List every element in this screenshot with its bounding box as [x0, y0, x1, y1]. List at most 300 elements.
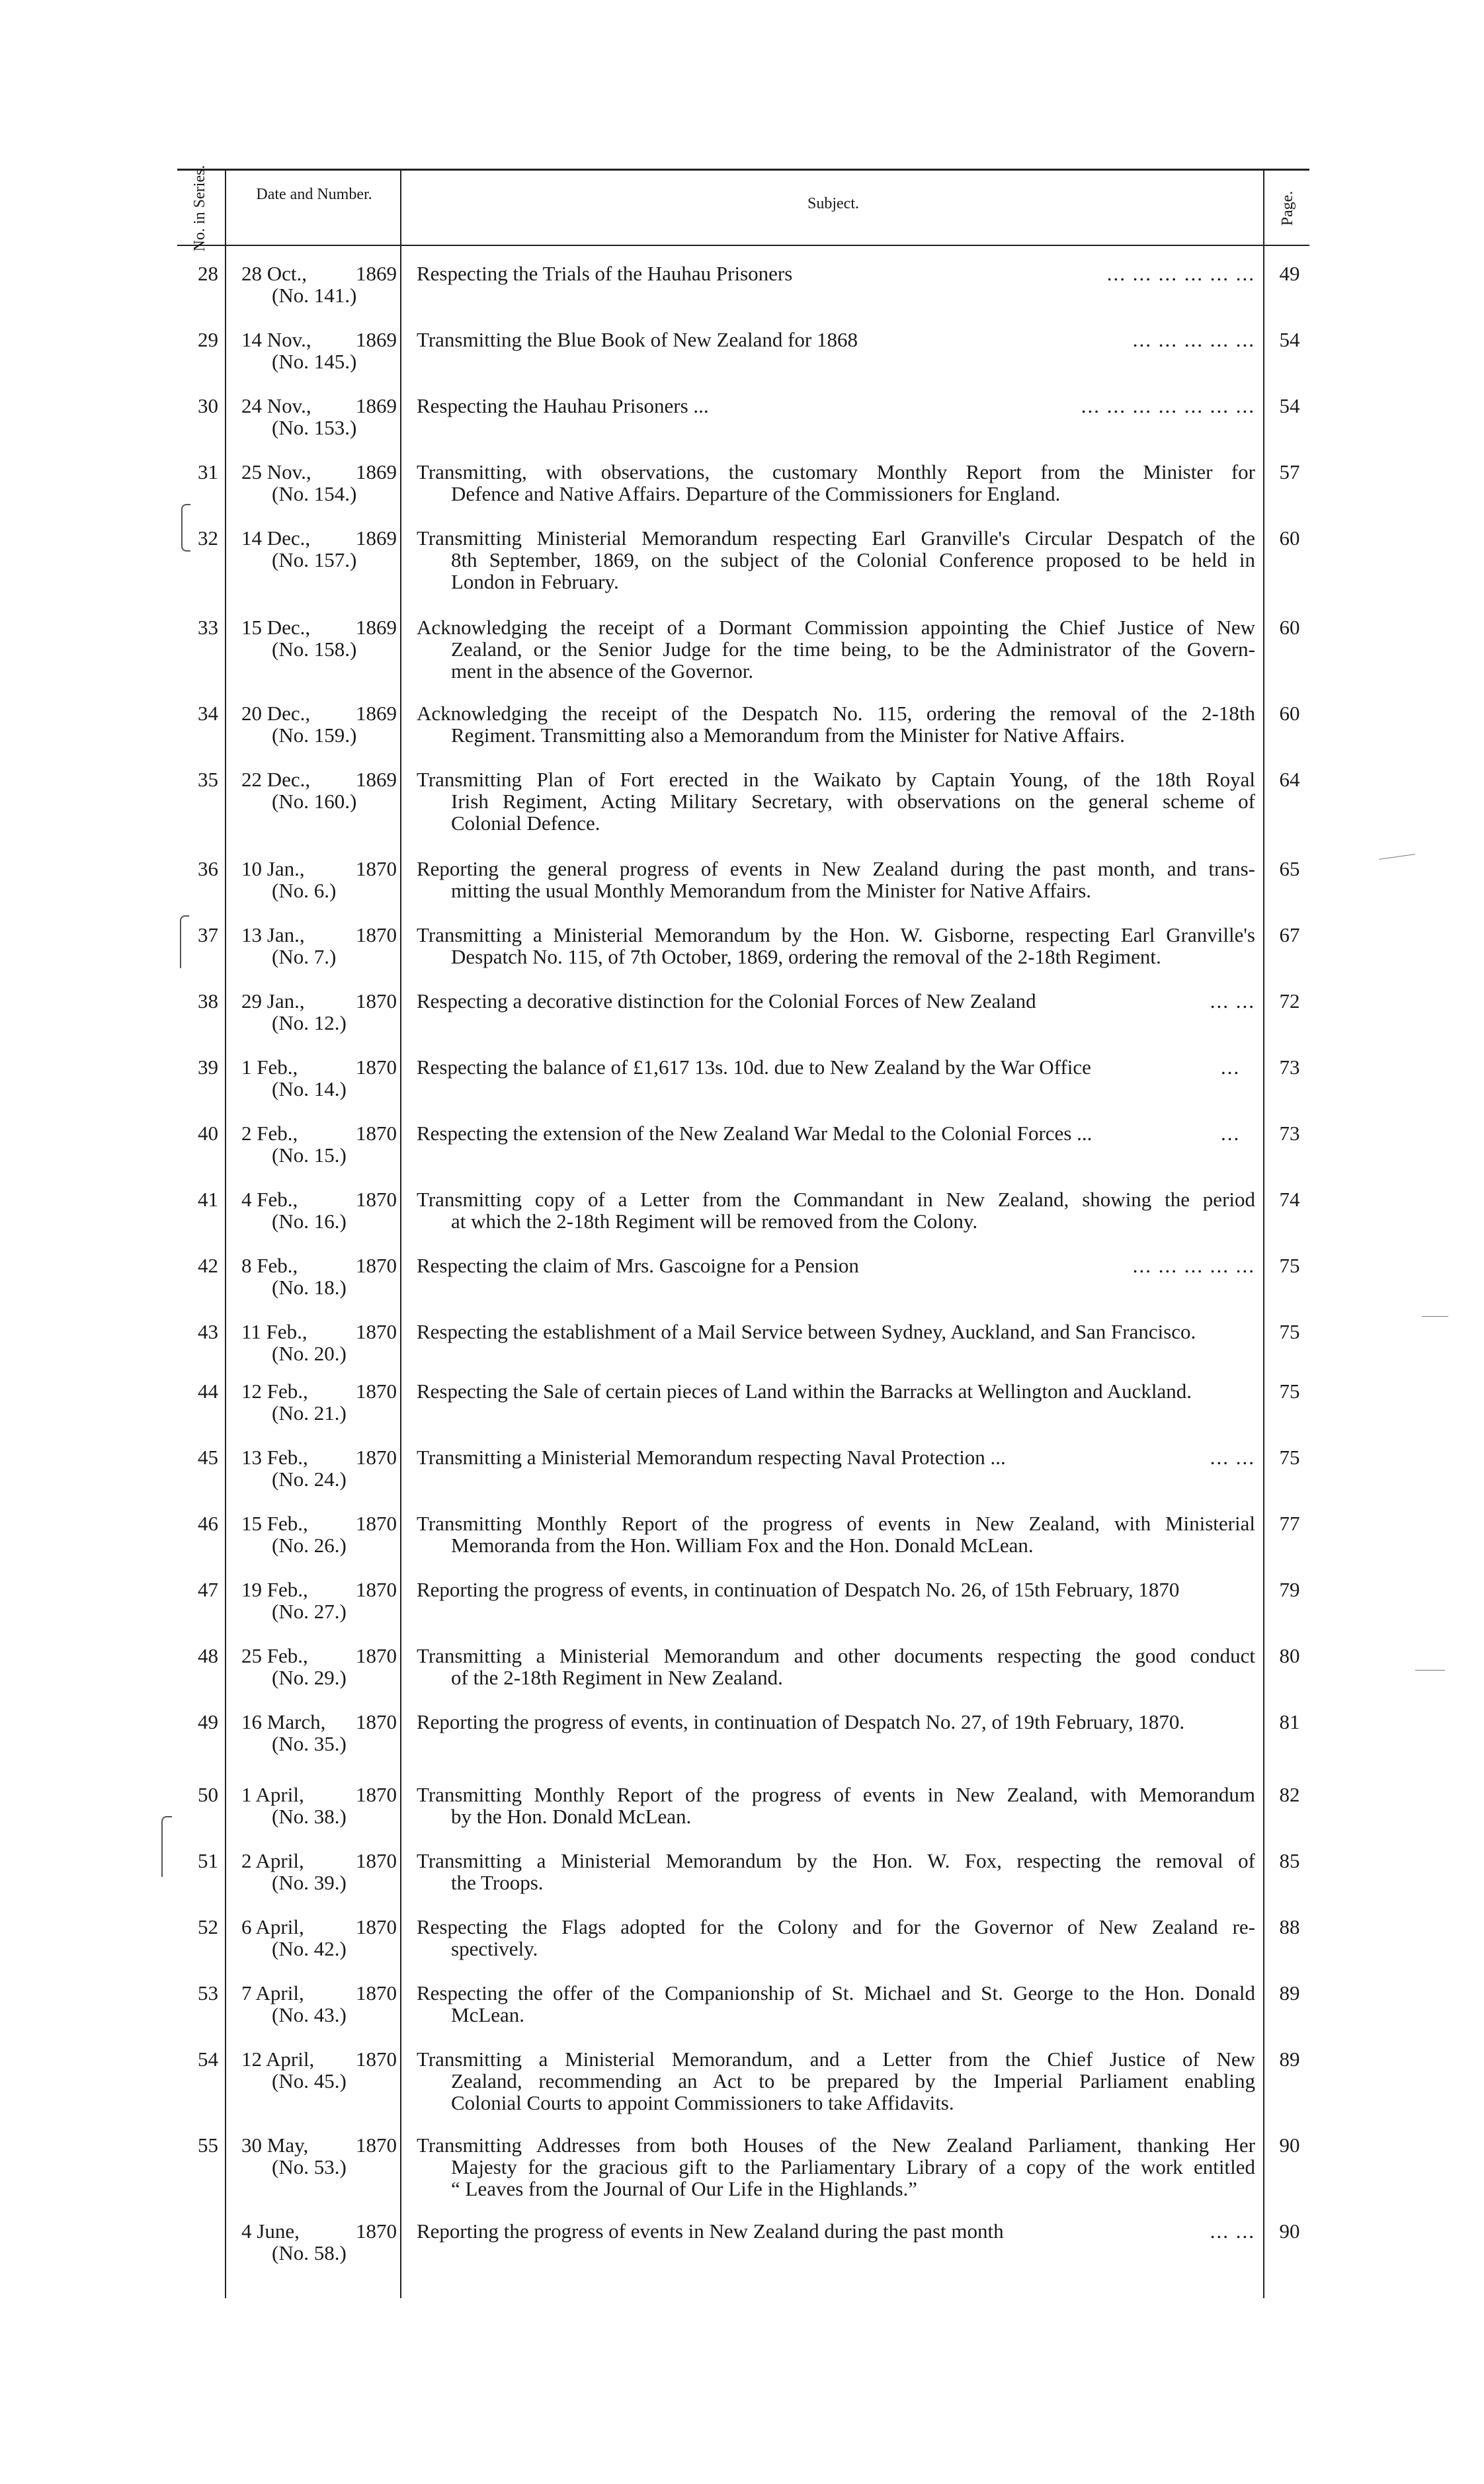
subject-text: Transmitting Monthly Report of the progress of events in New Zealand, with Ministerial — [417, 1512, 1255, 1535]
leader-dots: ... ... ... ... ... — [1132, 328, 1255, 351]
subject-cell — [417, 1579, 1255, 1600]
despatch-year: 1869 — [356, 526, 397, 550]
date-cell — [241, 1982, 397, 2026]
despatch-number: (No. 16.) — [272, 1210, 347, 1233]
subject-text: Reporting the progress of events, in continuation of Despatch No. 27, of 19th February, 1870. — [417, 1710, 1185, 1733]
subject-cell — [417, 329, 1255, 351]
subject-line — [417, 1916, 1255, 1938]
series-number: 35 — [198, 768, 218, 791]
page-number: 75 — [1279, 1254, 1300, 1277]
date-cell — [241, 858, 397, 901]
despatch-date-line — [241, 395, 397, 417]
despatch-year: 1870 — [356, 989, 397, 1013]
subject-cell — [417, 1916, 1255, 1960]
header-page-label: Page. — [1279, 190, 1296, 226]
despatch-date-line — [241, 768, 397, 790]
despatch-date: 19 Feb., — [241, 1578, 308, 1601]
despatch-year: 1870 — [356, 2133, 397, 2157]
despatch-date-line — [241, 702, 397, 724]
subject-text: Respecting the Flags adopted for the Colony and for the Governor of New Zealand re- — [417, 1915, 1255, 1938]
date-cell — [241, 1380, 397, 1424]
despatch-number: (No. 24.) — [272, 1468, 347, 1491]
date-cell — [241, 1188, 397, 1232]
date-cell — [241, 1255, 397, 1298]
pencil-bracket-mark — [161, 1816, 172, 1877]
subject-cell — [417, 1784, 1255, 1827]
despatch-date: 15 Dec., — [241, 616, 311, 639]
subject-text: Despatch No. 115, of 7th October, 1869, ordering the removal of the 2-18th Regiment. — [451, 945, 1161, 968]
page-number: 64 — [1279, 768, 1300, 791]
subject-line — [417, 638, 1255, 660]
despatch-date-line — [241, 461, 397, 483]
subject-cell — [417, 2220, 1255, 2242]
despatch-number: (No. 29.) — [272, 1666, 347, 1689]
despatch-number: (No. 42.) — [272, 1937, 347, 1960]
subject-line — [417, 549, 1255, 571]
subject-text: Acknowledging the receipt of the Despatch No. 115, ordering the removal of the 2-18th — [417, 702, 1255, 725]
page-number: 60 — [1279, 702, 1300, 725]
page-number: 90 — [1279, 2133, 1300, 2157]
despatch-year: 1869 — [356, 702, 397, 725]
series-number: 39 — [198, 1056, 218, 1079]
despatch-year: 1870 — [356, 857, 397, 880]
despatch-year: 1870 — [356, 2048, 397, 2071]
subject-text: Irish Regiment, Acting Military Secretary, with observations on the general scheme of — [451, 790, 1255, 813]
date-cell — [241, 1321, 397, 1364]
page-number: 60 — [1279, 526, 1300, 550]
header-no-in-series — [173, 165, 226, 252]
despatch-year: 1870 — [356, 2219, 397, 2243]
subject-cell — [417, 1188, 1255, 1232]
date-cell — [241, 924, 397, 968]
subject-text: of the 2-18th Regiment in New Zealand. — [451, 1666, 783, 1689]
header-date-and-number: Date and Number. — [256, 186, 372, 203]
despatch-date: 1 Feb., — [241, 1056, 298, 1079]
despatch-date: 4 June, — [241, 2219, 300, 2243]
despatch-date: 1 April, — [241, 1783, 304, 1806]
column-divider-date-subject — [400, 169, 401, 2298]
despatch-year: 1869 — [356, 460, 397, 483]
date-cell — [241, 2048, 397, 2092]
series-number: 49 — [198, 1710, 218, 1733]
despatch-date: 13 Feb., — [241, 1446, 308, 1469]
subject-text: Respecting the offer of the Companionship of St. Michael and St. George to the Hon. Donald — [417, 1981, 1255, 2005]
despatch-number: (No. 157.) — [272, 548, 357, 571]
series-number: 29 — [198, 328, 218, 351]
despatch-number: (No. 38.) — [272, 1805, 347, 1828]
page-number: 57 — [1279, 460, 1300, 483]
series-number: 36 — [198, 857, 218, 880]
subject-text: “ Leaves from the Journal of Our Life in the Highlands.” — [451, 2177, 918, 2200]
subject-line — [417, 2178, 1255, 2200]
despatch-year: 1870 — [356, 1122, 397, 1145]
date-cell — [241, 768, 397, 812]
date-cell — [241, 1645, 397, 1688]
subject-line — [417, 1872, 1255, 1893]
date-cell — [241, 2134, 397, 2178]
despatch-date-line — [241, 1380, 397, 1402]
series-number: 47 — [198, 1578, 218, 1601]
subject-text: McLean. — [451, 2003, 525, 2026]
page-number: 73 — [1279, 1122, 1300, 1145]
subject-cell — [417, 1512, 1255, 1556]
date-cell — [241, 1579, 397, 1622]
despatch-date-line — [241, 1784, 397, 1805]
despatch-date: 6 April, — [241, 1915, 304, 1938]
subject-line — [417, 2004, 1255, 2026]
date-cell — [241, 1784, 397, 1827]
subject-cell — [417, 527, 1255, 593]
despatch-date: 4 Feb., — [241, 1188, 298, 1211]
despatch-number: (No. 141.) — [272, 284, 357, 307]
series-number: 42 — [198, 1254, 218, 1277]
despatch-date: 16 March, — [241, 1710, 326, 1733]
despatch-date: 28 Oct., — [241, 262, 308, 285]
despatch-year: 1870 — [356, 1783, 397, 1806]
subject-text: the Troops. — [451, 1871, 544, 1894]
despatch-number: (No. 39.) — [272, 1871, 347, 1894]
column-divider-no-date — [225, 169, 226, 2298]
subject-line — [417, 527, 1255, 549]
date-cell — [241, 1711, 397, 1755]
margin-pencil-mark — [1422, 1316, 1448, 1317]
despatch-date: 25 Nov., — [241, 460, 311, 483]
subject-line — [417, 768, 1255, 790]
despatch-year: 1870 — [356, 1380, 397, 1403]
page-number: 75 — [1279, 1446, 1300, 1469]
header-bottom-rule — [177, 245, 1309, 246]
despatch-date: 30 May, — [241, 2133, 309, 2157]
leader-dots: ... ... ... ... ... ... ... — [1081, 394, 1255, 417]
subject-text: Respecting a decorative distinction for the Colonial Forces of New Zealand — [417, 989, 1036, 1013]
despatch-date: 7 April, — [241, 1981, 304, 2005]
table-top-rule — [177, 169, 1309, 171]
page-number: 79 — [1279, 1578, 1300, 1601]
despatch-number: (No. 53.) — [272, 2155, 347, 2178]
subject-text: Transmitting Addresses from both Houses of the New Zealand Parliament, thanking Her — [417, 2133, 1255, 2157]
despatch-date-line — [241, 2048, 397, 2070]
subject-line — [417, 1850, 1255, 1872]
despatch-date: 11 Feb., — [241, 1320, 308, 1343]
series-number: 50 — [198, 1783, 218, 1806]
series-number: 46 — [198, 1512, 218, 1535]
subject-text: ment in the absence of the Governor. — [451, 659, 754, 683]
page-number: 88 — [1279, 1915, 1300, 1938]
subject-line — [417, 571, 1255, 593]
subject-text: Transmitting a Ministerial Memorandum, and a Letter from the Chief Justice of New — [417, 2048, 1255, 2071]
despatch-date-line — [241, 1916, 397, 1938]
despatch-date-line — [241, 1579, 397, 1600]
subject-line — [417, 1784, 1255, 1805]
page-number: 49 — [1279, 262, 1300, 285]
subject-line — [417, 1188, 1255, 1210]
leader-dots: ... ... ... ... ... ... — [1106, 262, 1255, 285]
series-number: 51 — [198, 1849, 218, 1872]
subject-cell — [417, 1446, 1255, 1468]
subject-line — [417, 702, 1255, 724]
date-cell — [241, 527, 397, 571]
date-cell — [241, 461, 397, 505]
page-number: 90 — [1279, 2219, 1300, 2243]
subject-text: Defence and Native Affairs. Departure of the Commissioners for England. — [451, 482, 1061, 505]
despatch-number: (No. 27.) — [272, 1600, 347, 1623]
subject-line — [417, 858, 1255, 880]
despatch-number: (No. 159.) — [272, 724, 357, 747]
subject-text: Transmitting a Ministerial Memorandum respecting Naval Protection ... — [417, 1446, 1006, 1469]
subject-text: Transmitting Ministerial Memorandum respecting Earl Granville's Circular Despatch of the — [417, 526, 1255, 550]
despatch-number: (No. 145.) — [272, 350, 357, 373]
despatch-date: 2 April, — [241, 1849, 304, 1872]
despatch-number: (No. 20.) — [272, 1342, 347, 1365]
despatch-number: (No. 58.) — [272, 2241, 347, 2264]
subject-text: Majesty for the gracious gift to the Parliamentary Library of a copy of the work entitled — [451, 2155, 1255, 2178]
page-number: 80 — [1279, 1644, 1300, 1667]
despatch-number: (No. 15.) — [272, 1143, 347, 1167]
despatch-date-line — [241, 527, 397, 549]
date-cell — [241, 616, 397, 660]
subject-line — [417, 1938, 1255, 1960]
page-number: 89 — [1279, 2048, 1300, 2071]
despatch-date-line — [241, 1321, 397, 1343]
column-divider-subject-page — [1263, 169, 1264, 2298]
despatch-date-line — [241, 1056, 397, 1078]
subject-line — [417, 1380, 1255, 1402]
despatch-number: (No. 45.) — [272, 2069, 347, 2092]
subject-cell — [417, 1056, 1255, 1078]
leader-dots: ... ... ... ... ... — [1132, 1254, 1255, 1277]
subject-text: Reporting the progress of events, in continuation of Despatch No. 26, of 15th February, 1870 — [417, 1578, 1180, 1601]
subject-cell — [417, 768, 1255, 834]
despatch-year: 1870 — [356, 1981, 397, 2005]
despatch-date-line — [241, 858, 397, 880]
despatch-date-line — [241, 1512, 397, 1534]
subject-text: Transmitting copy of a Letter from the Commandant in New Zealand, showing the period — [417, 1188, 1255, 1211]
subject-line — [417, 1711, 1255, 1733]
subject-line — [417, 461, 1255, 483]
subject-cell — [417, 1982, 1255, 2026]
subject-text: Respecting the Sale of certain pieces of Land within the Barracks at Wellington and Auckland. — [417, 1380, 1192, 1403]
despatch-number: (No. 12.) — [272, 1011, 347, 1034]
subject-line — [417, 1534, 1255, 1556]
despatch-year: 1870 — [356, 1446, 397, 1469]
subject-line — [417, 724, 1255, 746]
subject-cell — [417, 263, 1255, 284]
subject-line — [417, 1667, 1255, 1688]
header-page — [1266, 179, 1309, 238]
despatch-number: (No. 7.) — [272, 945, 337, 968]
subject-cell — [417, 395, 1255, 417]
despatch-date-line — [241, 329, 397, 351]
subject-text: Colonial Defence. — [451, 811, 600, 835]
despatch-date: 10 Jan., — [241, 857, 305, 880]
subject-line — [417, 2220, 1255, 2242]
despatch-year: 1869 — [356, 394, 397, 417]
subject-cell — [417, 1122, 1255, 1144]
despatch-date-line — [241, 1446, 397, 1468]
page-number: 77 — [1279, 1512, 1300, 1535]
subject-cell — [417, 1711, 1255, 1733]
subject-text: Respecting the establishment of a Mail Service between Sydney, Auckland, and San Francisco. — [417, 1320, 1196, 1343]
subject-cell — [417, 461, 1255, 505]
subject-line — [417, 790, 1255, 812]
subject-text: Transmitting a Ministerial Memorandum by the Hon. W. Gisborne, respecting Earl Granville's — [417, 923, 1255, 946]
date-cell — [241, 702, 397, 746]
page-number: 73 — [1279, 1056, 1300, 1079]
despatch-date: 14 Nov., — [241, 328, 311, 351]
despatch-date-line — [241, 1645, 397, 1667]
despatch-date: 14 Dec., — [241, 526, 311, 550]
series-number: 30 — [198, 394, 218, 417]
despatch-date-line — [241, 924, 397, 946]
series-number: 38 — [198, 989, 218, 1013]
subject-line — [417, 1512, 1255, 1534]
subject-text: Transmitting a Ministerial Memorandum and other documents respecting the good conduct — [417, 1644, 1255, 1667]
despatch-date-line — [241, 1122, 397, 1144]
despatch-date-line — [241, 1850, 397, 1872]
page-number: 67 — [1279, 923, 1300, 946]
margin-pencil-mark — [1415, 1670, 1445, 1671]
date-cell — [241, 1056, 397, 1100]
subject-line — [417, 924, 1255, 946]
despatch-date-line — [241, 2220, 397, 2242]
subject-cell — [417, 858, 1255, 901]
subject-line — [417, 1579, 1255, 1600]
despatch-date-line — [241, 1188, 397, 1210]
subject-text: Acknowledging the receipt of a Dormant Commission appointing the Chief Justice of New — [417, 616, 1255, 639]
leader-dots: ... ... — [1210, 2219, 1255, 2243]
subject-line — [417, 395, 1255, 417]
subject-line — [417, 263, 1255, 284]
despatch-date: 29 Jan., — [241, 989, 305, 1013]
date-cell — [241, 1850, 397, 1893]
subject-line — [417, 660, 1255, 682]
subject-line — [417, 2134, 1255, 2156]
subject-line — [417, 1255, 1255, 1276]
despatch-date: 15 Feb., — [241, 1512, 308, 1535]
date-cell — [241, 1446, 397, 1490]
despatch-year: 1870 — [356, 1188, 397, 1211]
subject-line — [417, 946, 1255, 968]
subject-text: Regiment. Transmitting also a Memorandum from the Minister for Native Affairs. — [451, 724, 1125, 747]
despatch-date-line — [241, 2134, 397, 2156]
despatch-number: (No. 21.) — [272, 1401, 347, 1425]
subject-text: Transmitting the Blue Book of New Zealand for 1868 — [417, 328, 858, 351]
despatch-date: 24 Nov., — [241, 394, 311, 417]
page-number: 54 — [1279, 394, 1300, 417]
subject-text: Respecting the balance of £1,617 13s. 10d. due to New Zealand by the War Office — [417, 1056, 1091, 1079]
subject-text: Zealand, or the Senior Judge for the time being, to be the Administrator of the Govern- — [451, 638, 1255, 661]
leader-dots: ... ... — [1210, 989, 1255, 1013]
subject-text: Respecting the extension of the New Zealand War Medal to the Colonial Forces ... — [417, 1122, 1092, 1145]
despatch-date: 25 Feb., — [241, 1644, 308, 1667]
date-cell — [241, 990, 397, 1034]
subject-line — [417, 990, 1255, 1012]
series-number: 28 — [198, 262, 218, 285]
subject-line — [417, 329, 1255, 351]
despatch-year: 1870 — [356, 1578, 397, 1601]
despatch-date: 20 Dec., — [241, 702, 311, 725]
despatch-year: 1870 — [356, 923, 397, 946]
despatch-number: (No. 43.) — [272, 2003, 347, 2026]
subject-text: Respecting the Trials of the Hauhau Prisoners — [417, 262, 793, 285]
subject-cell — [417, 702, 1255, 746]
subject-line — [417, 1446, 1255, 1468]
pencil-bracket-mark — [180, 915, 189, 968]
subject-text: Respecting the Hauhau Prisoners ... — [417, 394, 709, 417]
despatch-year: 1869 — [356, 262, 397, 285]
subject-text: London in February. — [451, 570, 619, 593]
subject-line — [417, 1982, 1255, 2004]
despatch-number: (No. 158.) — [272, 638, 357, 661]
series-number: 41 — [198, 1188, 218, 1211]
despatch-date: 22 Dec., — [241, 768, 311, 791]
subject-text: Reporting the general progress of events in New Zealand during the past month, and trans- — [417, 857, 1255, 880]
despatch-year: 1870 — [356, 1056, 397, 1079]
despatch-number: (No. 35.) — [272, 1732, 347, 1755]
subject-cell — [417, 616, 1255, 682]
despatch-number: (No. 154.) — [272, 482, 357, 505]
subject-text: mitting the usual Monthly Memorandum from the Minister for Native Affairs. — [451, 879, 1092, 902]
subject-text: Reporting the progress of events in New Zealand during the past month — [417, 2219, 1004, 2243]
subject-line — [417, 1645, 1255, 1667]
page-number: 81 — [1279, 1710, 1300, 1733]
despatch-date-line — [241, 263, 397, 284]
series-number: 52 — [198, 1915, 218, 1938]
despatch-date-line — [241, 990, 397, 1012]
despatch-date: 12 April, — [241, 2048, 315, 2071]
subject-text: Transmitting Plan of Fort erected in the Waikato by Captain Young, of the 18th Royal — [417, 768, 1255, 791]
subject-line: Respecting the balance of £1,617 13s. 10d. due to New Zealand by the War Office ... — [417, 1056, 1241, 1079]
series-number: 32 — [198, 526, 218, 550]
subject-line — [417, 1210, 1255, 1232]
despatch-date-line — [241, 1982, 397, 2004]
page-number: 72 — [1279, 989, 1300, 1013]
page-number: 75 — [1279, 1380, 1300, 1403]
page-number: 85 — [1279, 1849, 1300, 1872]
series-number: 37 — [198, 923, 218, 946]
leader-dots: ... ... — [1210, 1446, 1255, 1469]
despatch-year: 1870 — [356, 1710, 397, 1733]
subject-line — [417, 812, 1255, 834]
page-number: 65 — [1279, 857, 1300, 880]
subject-text: 8th September, 1869, on the subject of the Colonial Conference proposed to be held in — [451, 548, 1255, 571]
despatch-number: (No. 153.) — [272, 416, 357, 439]
subject-text: Zealand, recommending an Act to be prepared by the Imperial Parliament enabling — [451, 2069, 1255, 2092]
series-number: 54 — [198, 2048, 218, 2071]
subject-line — [417, 2070, 1255, 2092]
page-number: 60 — [1279, 616, 1300, 639]
despatch-date-line — [241, 616, 397, 638]
series-number: 34 — [198, 702, 218, 725]
despatch-year: 1870 — [356, 1320, 397, 1343]
despatch-year: 1869 — [356, 328, 397, 351]
subject-text: by the Hon. Donald McLean. — [451, 1805, 692, 1828]
series-number: 53 — [198, 1981, 218, 2005]
series-number: 45 — [198, 1446, 218, 1469]
subject-text: at which the 2-18th Regiment will be removed from the Colony. — [451, 1210, 978, 1233]
subject-cell — [417, 1321, 1255, 1343]
series-number: 31 — [198, 460, 218, 483]
despatch-year: 1870 — [356, 1849, 397, 1872]
date-cell — [241, 1916, 397, 1960]
subject-cell — [417, 1645, 1255, 1688]
header-subject: Subject. — [807, 195, 859, 212]
despatch-year: 1870 — [356, 1512, 397, 1535]
subject-text: Transmitting a Ministerial Memorandum by the Hon. W. Fox, respecting the removal of — [417, 1849, 1255, 1872]
subject-text: Respecting the claim of Mrs. Gascoigne for a Pension — [417, 1254, 859, 1277]
despatch-year: 1870 — [356, 1644, 397, 1667]
margin-pencil-mark — [1379, 854, 1415, 860]
